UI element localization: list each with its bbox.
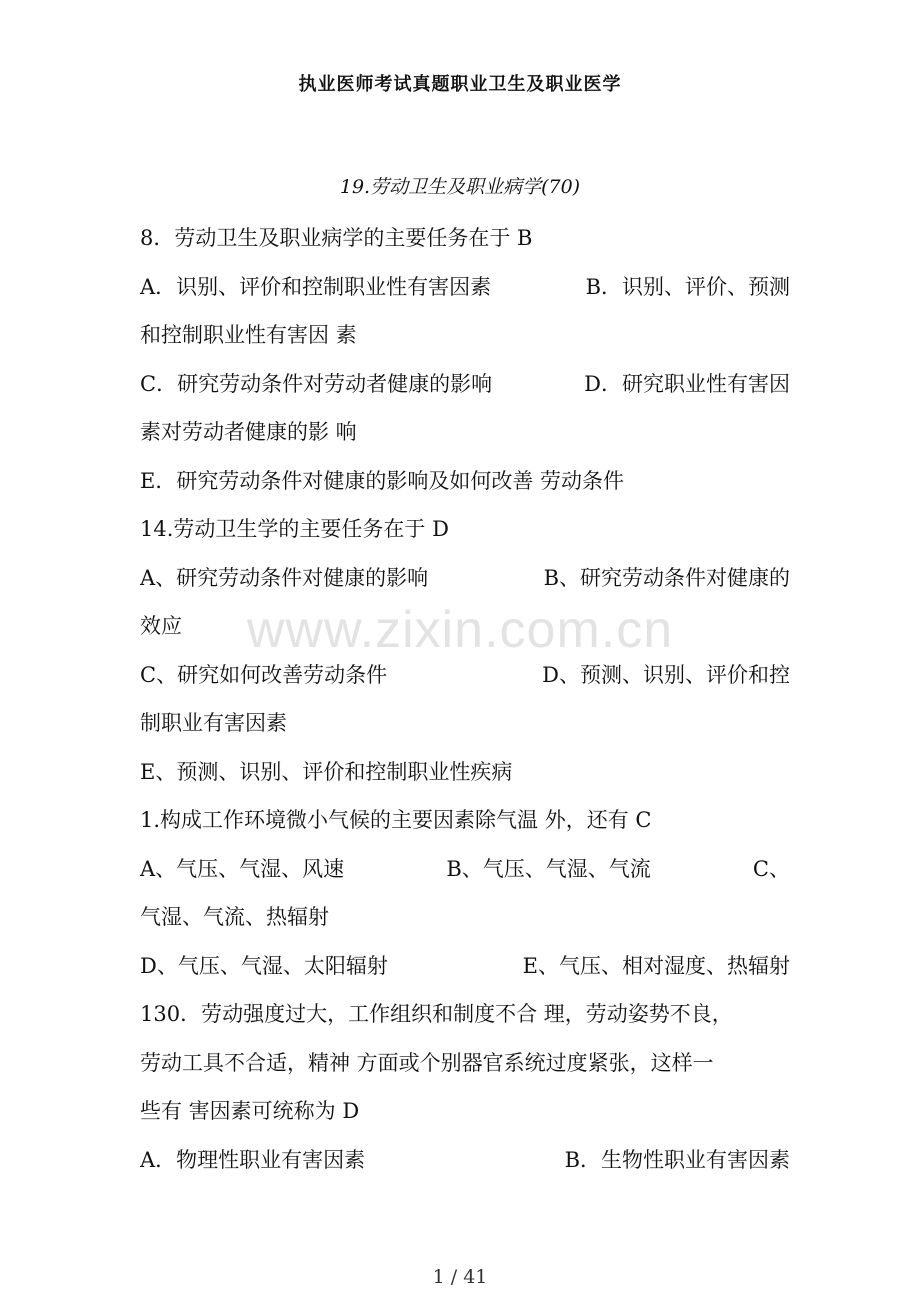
option-text: A．物理性职业有害因素: [140, 1147, 366, 1172]
option-line: [140, 651, 790, 700]
option-text: 制职业有害因素: [140, 711, 287, 735]
question-content: [140, 214, 790, 1184]
document-header-title: 执业医师考试真题职业卫生及职业医学: [298, 74, 622, 95]
option-line: [140, 845, 790, 894]
section-title: 19.劳动卫生及职业病学(70): [339, 176, 581, 198]
option-text: D．研究职业性有害因: [584, 371, 790, 396]
option-text: C、: [752, 856, 790, 881]
question-line: [140, 1087, 790, 1136]
option-text: 素对劳动者健康的影 响: [140, 420, 357, 444]
option-text: 效应: [140, 614, 182, 638]
question-text: 劳动工具不合适，精神 方面或个别器官系统过度紧张，这样一: [140, 1050, 714, 1075]
option-text: D、预测、识别、评价和控: [542, 662, 790, 687]
option-line: [140, 311, 790, 360]
option-text: E、气压、相对湿度、热辐射: [522, 953, 790, 978]
option-text: C、研究如何改善劳动条件: [140, 662, 388, 687]
option-text: B．生物性职业有害因素: [564, 1147, 790, 1172]
option-line: [140, 942, 790, 991]
option-text: 气湿、气流、热辐射: [140, 905, 329, 929]
page-indicator: 1 / 41: [432, 1266, 488, 1288]
option-line: [140, 748, 790, 797]
option-text: E．研究劳动条件对健康的影响及如何改善 劳动条件: [140, 468, 625, 493]
question-text: 8．劳动卫生及职业病学的主要任务在于 B: [140, 226, 533, 250]
question-line: [140, 214, 790, 263]
option-text: C．研究劳动条件对劳动者健康的影响: [140, 371, 493, 396]
option-line: [140, 602, 790, 651]
question-text: 14.劳动卫生学的主要任务在于 D: [140, 517, 449, 541]
option-line: [140, 699, 790, 748]
option-text: E、预测、识别、评价和控制职业性疾病: [140, 759, 513, 784]
option-text: B、研究劳动条件对健康的: [543, 565, 790, 590]
option-line: [140, 263, 790, 312]
question-line: [140, 505, 790, 554]
option-text: D、气压、气湿、太阳辐射: [140, 953, 388, 978]
question-text: 些有 害因素可统称为 D: [140, 1099, 360, 1123]
option-text: A、研究劳动条件对健康的影响: [140, 565, 429, 590]
option-text: B．识别、评价、预测: [585, 274, 790, 299]
option-line: [140, 360, 790, 409]
option-text: 和控制职业性有害因 素: [140, 323, 357, 347]
question-line: [140, 990, 790, 1039]
question-text: 1.构成工作环境微小气候的主要因素除气温 外，还有 C: [140, 808, 652, 832]
option-text: B、气压、气湿、气流: [446, 856, 651, 881]
option-line: [140, 408, 790, 457]
watermark: www.zixin.com.cn: [246, 601, 674, 659]
option-line: [140, 1136, 790, 1185]
option-text: A．识别、评价和控制职业性有害因素: [140, 274, 492, 299]
question-line: [140, 1039, 790, 1088]
question-line: [140, 796, 790, 845]
option-line: [140, 893, 790, 942]
question-text: 130．劳动强度过大，工作组织和制度不合 理，劳动姿势不良，: [140, 1002, 733, 1026]
option-text: A、气压、气湿、风速: [140, 856, 345, 881]
option-line: [140, 457, 790, 506]
option-line: [140, 554, 790, 603]
